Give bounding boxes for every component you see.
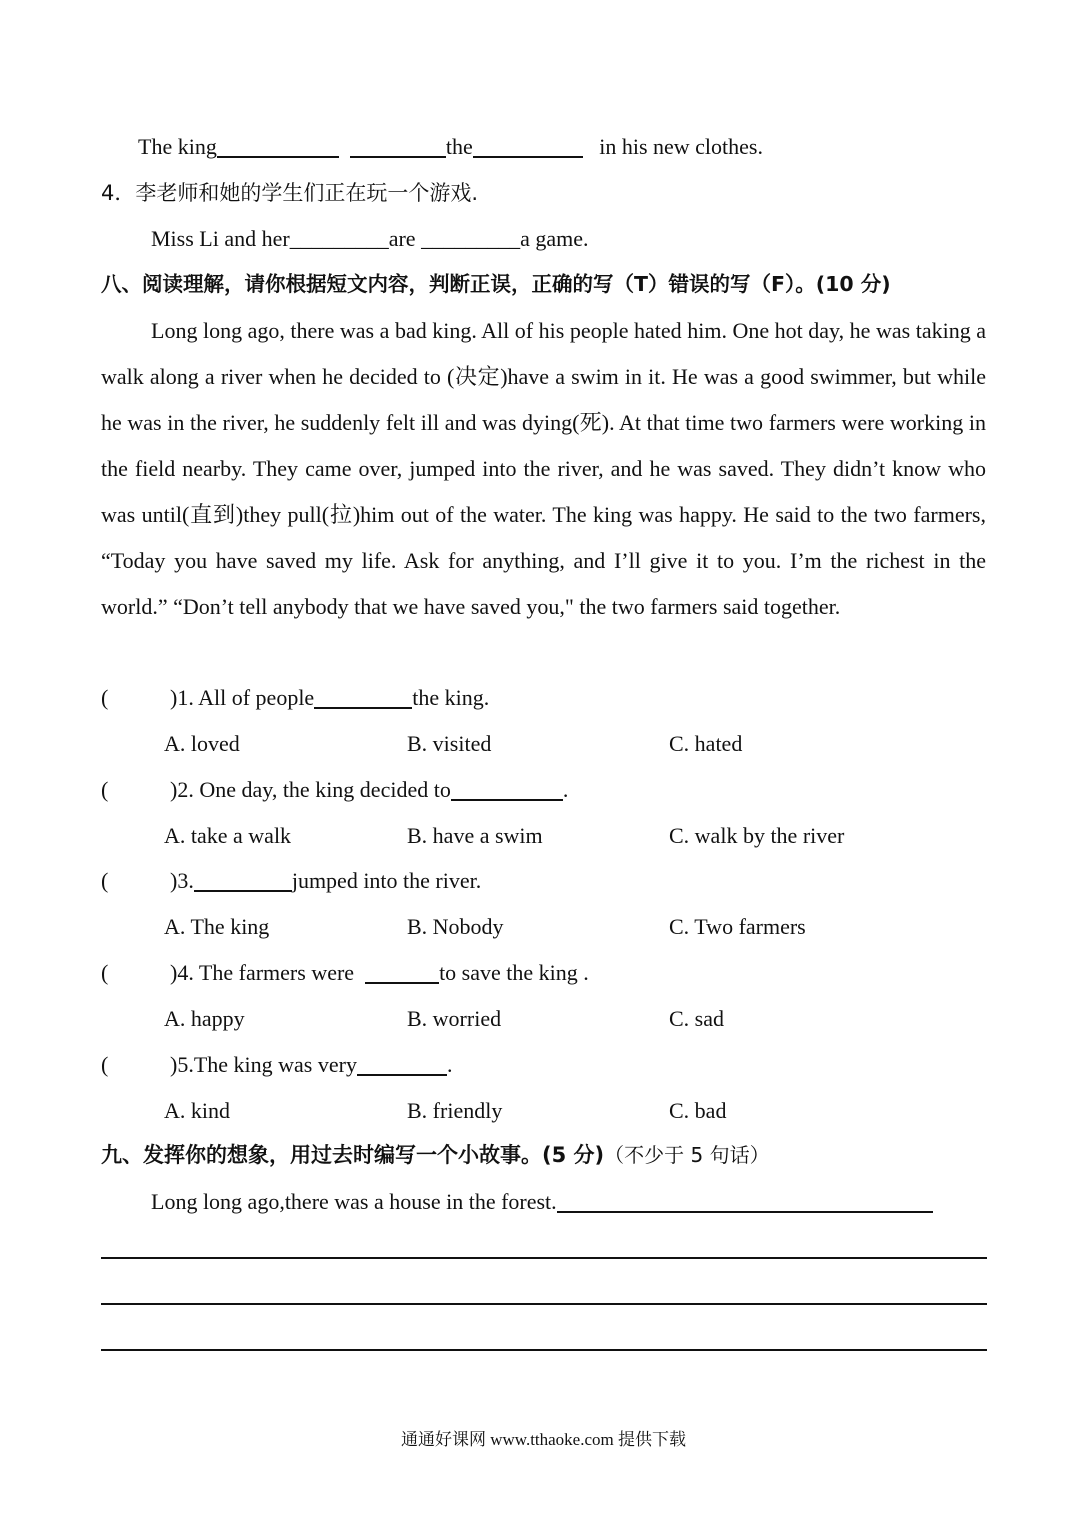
writing-line[interactable] xyxy=(101,1349,987,1351)
option-a[interactable]: A. loved xyxy=(164,731,240,756)
q4-prompt-cn: 4．李老师和她的学生们正在玩一个游戏. xyxy=(101,181,479,205)
q4-blank2[interactable]: _________ xyxy=(421,226,521,251)
q4-part2: are xyxy=(388,226,416,251)
section8-heading: 八、阅读理解，请你根据短文内容，判断正误，正确的写（T）错误的写（F）。(10 分) xyxy=(101,272,891,296)
question-text: )2. One day, the king decided to xyxy=(170,777,451,802)
q4-part3: a game. xyxy=(520,226,589,251)
reading-passage: Long long ago, there was a bad king. All of his people hated him. One hot day, he was taking a walk along a river when he decided to (决定)have a swim in it. He was a good swimmer, but while he was in the river, he suddenly felt ill and was dying(死). At that time two farmers were working in the field nearby. They came over, jumped into the river, and he was saved. They didn’t know who was until(直到)they pull(拉)him out of the water. The king was happy. He said to the two farmers, “Today you have saved my life. Ask for anything, and I’ll give it to you. I’m the richest in the world.” “Don’t tell anybody that we have saved you," the two farmers said together. xyxy=(101,318,986,619)
option-c[interactable]: C. walk by the river xyxy=(669,823,845,848)
option-b[interactable]: B. worried xyxy=(407,1006,502,1031)
q4-blank1[interactable]: _________ xyxy=(289,226,389,251)
option-c[interactable]: C. bad xyxy=(669,1098,727,1123)
writing-blank[interactable] xyxy=(557,1210,933,1213)
option-a[interactable]: A. happy xyxy=(164,1006,245,1031)
q3-prefix: The king xyxy=(138,134,217,159)
question-stem xyxy=(170,959,589,987)
page-footer: 通通好课网 www.tthaoke.com 提供下载 xyxy=(400,1430,687,1449)
question-text: )1. All of people xyxy=(170,685,315,710)
answer-paren[interactable]: ( xyxy=(101,960,109,985)
answer-paren[interactable]: ( xyxy=(101,777,109,802)
answer-blank[interactable] xyxy=(217,155,339,158)
option-b[interactable]: B. Nobody xyxy=(407,914,504,939)
answer-blank[interactable] xyxy=(451,798,563,801)
answer-blank[interactable] xyxy=(194,889,292,892)
question-stem xyxy=(170,1051,452,1079)
q3-line xyxy=(138,133,763,161)
answer-paren[interactable]: ( xyxy=(101,685,109,710)
question-text-end: . xyxy=(562,777,569,802)
answer-paren[interactable]: ( xyxy=(101,868,109,893)
answer-blank[interactable] xyxy=(473,155,583,158)
answer-blank[interactable] xyxy=(314,706,412,709)
story-starter: Long long ago,there was a house in the forest. xyxy=(151,1189,557,1214)
writing-line[interactable] xyxy=(101,1257,987,1259)
writing-line[interactable] xyxy=(101,1303,987,1305)
question-text: )5.The king was very xyxy=(170,1052,357,1077)
question-text-end: to save the king . xyxy=(439,960,589,985)
question-stem xyxy=(170,776,568,804)
q3-the: the xyxy=(445,134,473,159)
option-a[interactable]: A. take a walk xyxy=(164,823,292,848)
question-text-end: . xyxy=(446,1052,453,1077)
question-text: )4. The farmers were xyxy=(170,960,355,985)
q3-suffix: in his new clothes. xyxy=(599,134,763,159)
q4-part1: Miss Li and her xyxy=(151,226,290,251)
option-a[interactable]: A. The king xyxy=(164,914,270,939)
answer-blank[interactable] xyxy=(350,155,446,158)
option-c[interactable]: C. sad xyxy=(669,1006,724,1031)
section9-heading: 九、发挥你的想象，用过去时编写一个小故事。(5 分) xyxy=(101,1143,605,1167)
question-stem xyxy=(170,867,481,895)
option-b[interactable]: B. have a swim xyxy=(407,823,543,848)
option-a[interactable]: A. kind xyxy=(164,1098,230,1123)
question-text-end: jumped into the river. xyxy=(291,868,482,893)
q4-line xyxy=(151,225,588,253)
option-b[interactable]: B. friendly xyxy=(407,1098,503,1123)
answer-blank[interactable] xyxy=(365,981,439,984)
option-c[interactable]: C. hated xyxy=(669,731,743,756)
section9-heading-note: （不少于 5 句话） xyxy=(604,1143,770,1167)
option-b[interactable]: B. visited xyxy=(407,731,492,756)
question-text-end: the king. xyxy=(412,685,490,710)
answer-paren[interactable]: ( xyxy=(101,1052,109,1077)
question-text: )3. xyxy=(170,868,194,893)
question-stem xyxy=(170,684,489,712)
section9-heading-row xyxy=(101,1141,770,1169)
option-c[interactable]: C. Two farmers xyxy=(669,914,806,939)
story-starter-row xyxy=(151,1188,933,1216)
answer-blank[interactable] xyxy=(357,1073,447,1076)
